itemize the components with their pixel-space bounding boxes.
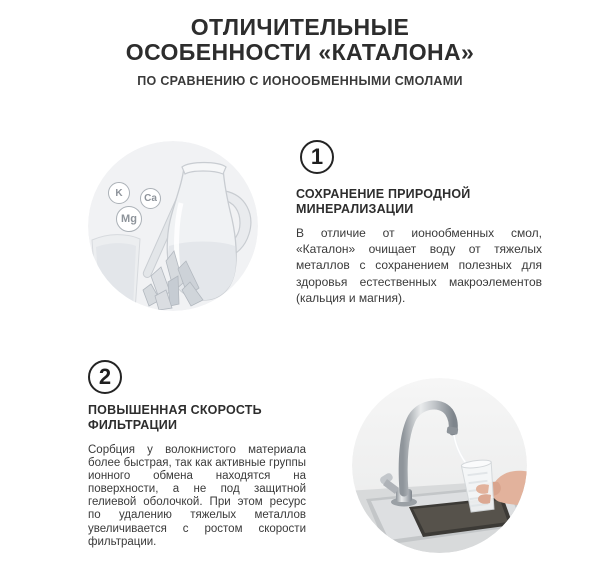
mineral-bubble-mg: Mg — [116, 206, 142, 232]
page-title — [0, 15, 600, 65]
faucet-photo — [352, 378, 527, 553]
feature-2-body: Сорбция у волокнистого материала более быстрая, так как активные группы ионного обмена находятся на поверхности, а не под защитной гелиевой оболочкой. При этом ресурс по удалению тяжелых металлов увеличивается с ростом скорости фильтрации. — [88, 444, 306, 548]
feature-2-number-badge: 2 — [88, 360, 122, 394]
feature-2-heading: ПОВЫШЕННАЯ СКОРОСТЬ ФИЛЬТРАЦИИ — [88, 403, 262, 432]
water-glass-icon — [92, 235, 140, 311]
pitcher-with-crystals-icon — [88, 141, 258, 311]
feature-2 — [88, 360, 306, 549]
mineral-bubble-ca: Ca — [140, 188, 161, 209]
page-subtitle: ПО СРАВНЕНИЮ С ИОНООБМЕННЫМИ СМОЛАМИ — [137, 74, 463, 88]
page-title-line1: ОТЛИЧИТЕЛЬНЫЕ — [190, 14, 410, 40]
pitcher-photo — [88, 141, 258, 311]
header — [0, 15, 600, 88]
page-title-line2: ОСОБЕННОСТИ «КАТАЛОНА» — [125, 39, 475, 65]
feature-1-number-badge: 1 — [300, 140, 334, 174]
feature-1-body: В отличие от ионообменных смол, «Каталон» очищает воду от тяжелых металлов с сохранением полезных для здоровья естественных макроэлементов (кальция и магния). — [296, 226, 542, 305]
feature-1 — [296, 140, 542, 306]
mineral-bubble-k: K — [108, 182, 130, 204]
faucet-filling-glass-icon — [352, 378, 527, 553]
feature-1-heading: СОХРАНЕНИЕ ПРИРОДНОЙ МИНЕРАЛИЗАЦИИ — [296, 187, 471, 216]
